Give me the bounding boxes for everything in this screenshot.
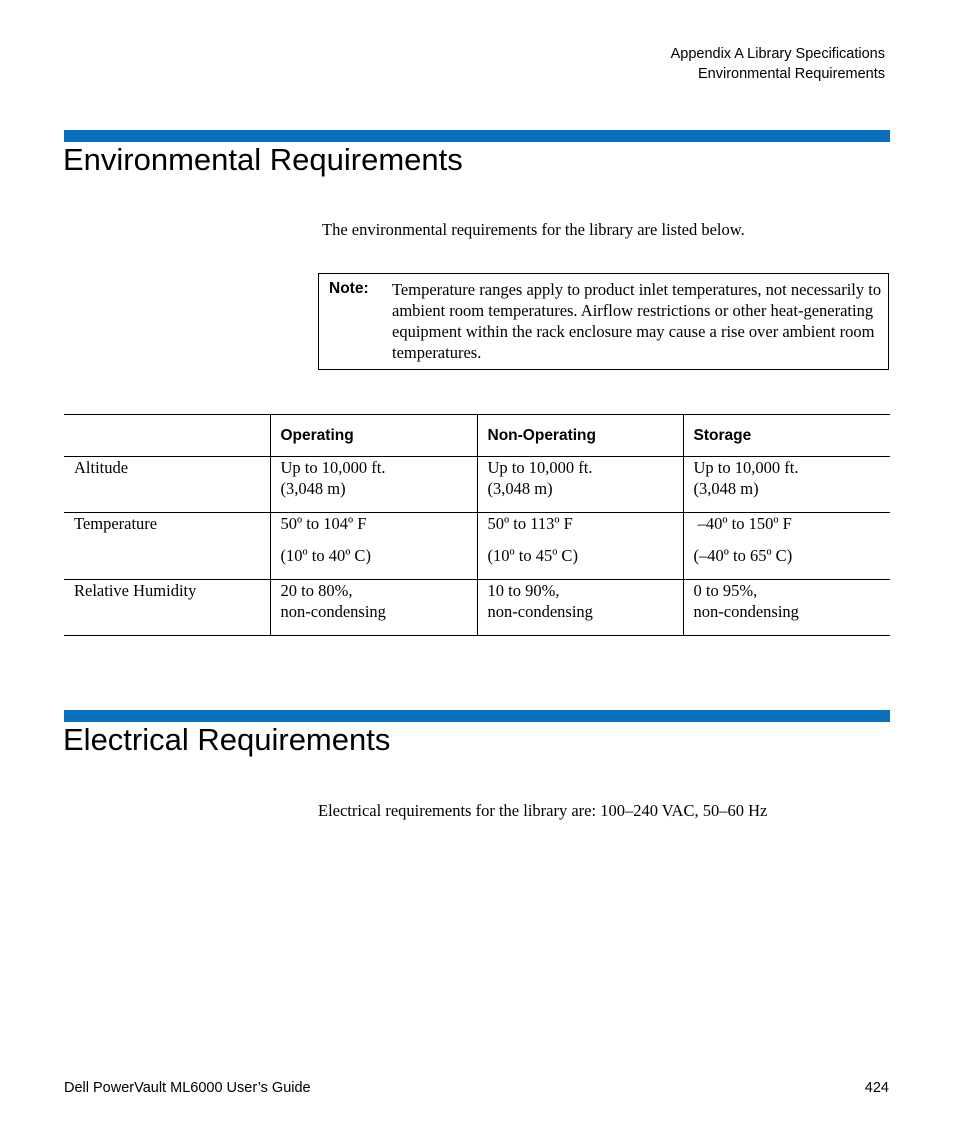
cell-line: Up to 10,000 ft. [693, 458, 799, 477]
header-cell-blank [64, 415, 270, 457]
environmental-intro: The environmental requirements for the library are listed below. [322, 220, 745, 239]
cell-line: (3,048 m) [487, 479, 553, 498]
row-label: Temperature [64, 513, 270, 580]
table-cell [683, 457, 890, 513]
cell-line: non-condensing [487, 602, 593, 621]
header-cell-non-operating: Non-Operating [477, 415, 683, 457]
cell-line: non-condensing [280, 602, 386, 621]
running-header [671, 44, 885, 84]
row-label: Relative Humidity [64, 580, 270, 636]
note-label: Note: [329, 280, 369, 297]
table-cell [683, 513, 890, 580]
electrical-text: Electrical requirements for the library are: 100–240 VAC, 50–60 Hz [318, 801, 768, 820]
cell-line: (3,048 m) [693, 479, 759, 498]
cell-line: (10º to 45º C) [487, 546, 578, 565]
cell-line: (3,048 m) [280, 479, 346, 498]
cell-line: (–40º to 65º C) [693, 546, 793, 565]
header-chapter: Appendix A Library Specifications [670, 46, 885, 62]
cell-line: 50º to 104º F [280, 514, 367, 533]
environmental-heading: Environmental Requirements [63, 142, 463, 177]
cell-line: 20 to 80%, [280, 581, 353, 600]
environmental-table [64, 414, 890, 636]
table-cell [270, 513, 477, 580]
table-cell [270, 580, 477, 636]
section-divider-bar [64, 710, 890, 722]
header-cell-storage: Storage [683, 415, 890, 457]
cell-line: Up to 10,000 ft. [280, 458, 386, 477]
table-cell [477, 513, 683, 580]
table-cell [683, 580, 890, 636]
table-row-temperature [64, 513, 890, 580]
section-divider-bar [64, 130, 890, 142]
electrical-heading: Electrical Requirements [63, 722, 391, 757]
cell-line: –40º to 150º F [693, 514, 792, 533]
table-header-row [64, 415, 890, 457]
cell-line: 0 to 95%, [693, 581, 758, 600]
footer-title: Dell PowerVault ML6000 User’s Guide [64, 1080, 311, 1096]
table-row-humidity [64, 580, 890, 636]
table-row-altitude [64, 457, 890, 513]
cell-line: 10 to 90%, [487, 581, 560, 600]
cell-line: non-condensing [693, 602, 799, 621]
page-number: 424 [864, 1080, 889, 1096]
cell-line: Up to 10,000 ft. [487, 458, 593, 477]
note-box [318, 273, 889, 370]
cell-line: (10º to 40º C) [280, 546, 371, 565]
table-cell [477, 457, 683, 513]
note-text: Temperature ranges apply to product inlet temperatures, not necessarily to ambient room temperatures. Airflow restrictions or other heat-generating equipment within the rack enclosure may cause a rise over ambient room temperatures. [392, 280, 882, 362]
header-cell-operating: Operating [270, 415, 477, 457]
cell-line: 50º to 113º F [487, 514, 573, 533]
table-cell [477, 580, 683, 636]
header-section: Environmental Requirements [698, 66, 885, 82]
row-label: Altitude [64, 457, 270, 513]
table-cell [270, 457, 477, 513]
